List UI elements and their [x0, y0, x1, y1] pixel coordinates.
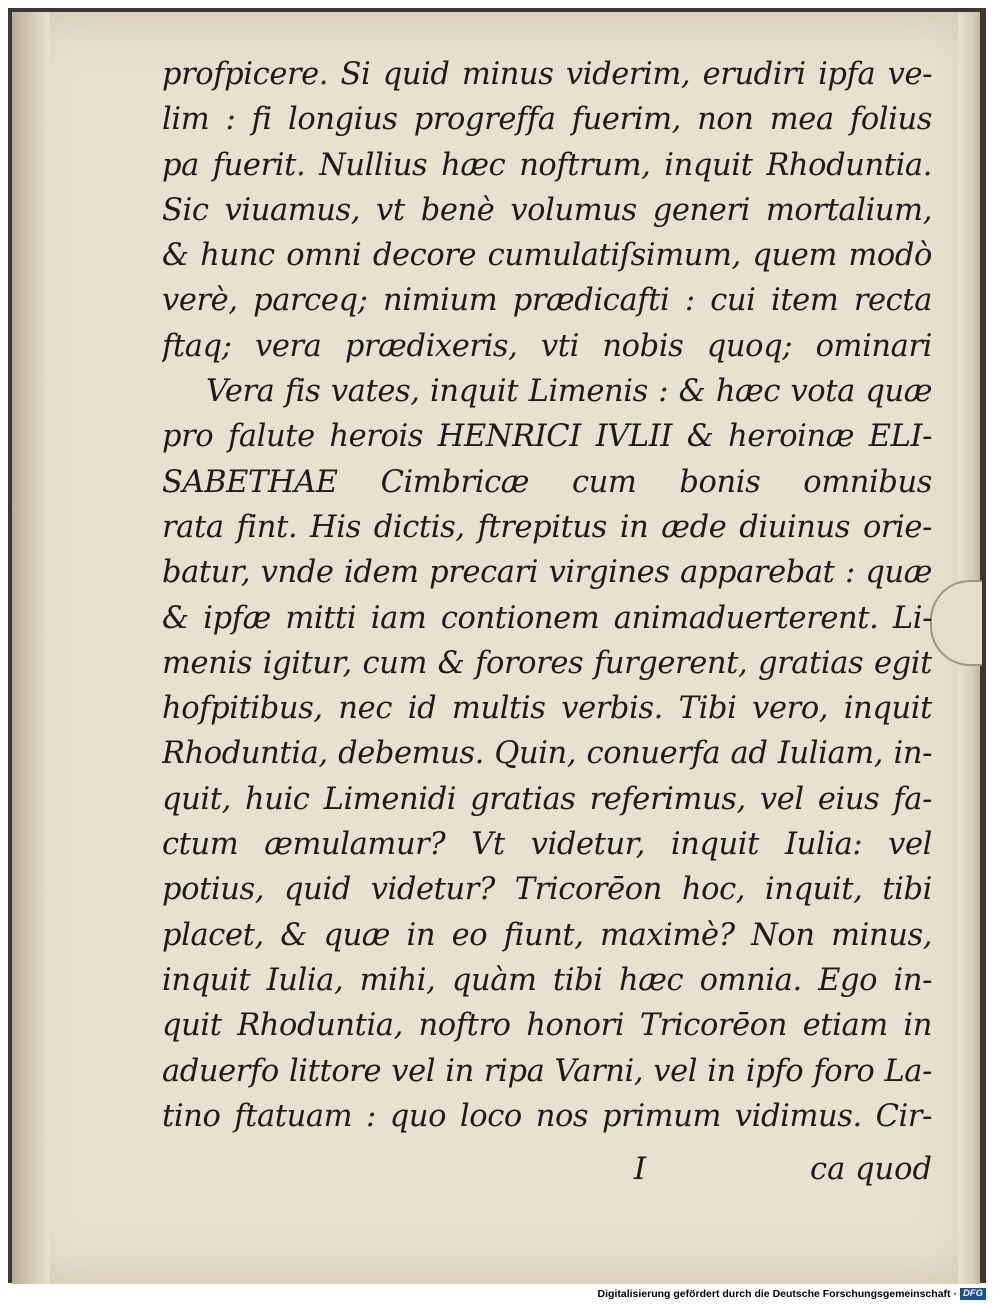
catchword: ca quod: [809, 1152, 932, 1187]
text-line: inquit Iulia, mihi, quàm tibi hæc omnia. Ego in-: [162, 962, 932, 998]
text-line: quit, huic Limenidi gratias referimus, vel eius fa-: [162, 781, 932, 817]
text-line: tino ftatuam : quo loco nos primum vidimus. Cir-: [162, 1098, 932, 1134]
text-line: Rhoduntia, debemus. Quin, conuerfa ad Iuliam, in-: [162, 736, 932, 772]
page-tab-marker: [930, 580, 982, 666]
body-text: [162, 52, 932, 1139]
text-line: SABETHAE Cimbricæ cum bonis omnibus: [162, 464, 932, 500]
dfg-logo-icon[interactable]: DFG: [960, 1288, 986, 1300]
text-line: ftaq; vera prædixeris, vti nobis quoq; ominari: [162, 328, 932, 364]
text-line: profpicere. Si quid minus viderim, erudiri ipfa ve-: [162, 57, 932, 92]
text-line: placet, & quæ in eo fiunt, maximè? Non minus,: [162, 917, 932, 953]
credit-text: Digitalisierung gefördert durch die Deutsche Forschungsgemeinschaft ·: [597, 1288, 957, 1300]
text-line: potius, quid videtur? Tricorēon hoc, inquit, tibi: [162, 872, 932, 908]
text-line: Sic viuamus, vt benè volumus generi mortalium,: [162, 192, 932, 228]
scanned-page: [12, 12, 980, 1284]
text-line: pro falute herois HENRICI IVLII & heroinæ ELI-: [162, 419, 932, 455]
text-line: aduerfo littore vel in ripa Varni, vel in ipfo foro La-: [162, 1053, 932, 1089]
text-line: verè, parceq; nimium prædicafti : cui item recta: [162, 283, 932, 319]
digitization-credit: [598, 1288, 986, 1300]
page-footer: [162, 1152, 932, 1197]
text-line: batur, vnde idem precari virgines apparebat : quæ: [162, 555, 932, 591]
scan-viewport: [8, 8, 986, 1283]
text-line: & hunc omni decore cumulatiſsimum, quem modò: [162, 238, 932, 274]
page-gutter: [12, 12, 50, 1284]
text-line: lim : fi longius progreffa fuerim, non mea folius: [162, 102, 932, 138]
text-line: quit Rhoduntia, noftro honori Tricorēon etiam in: [162, 1008, 932, 1044]
text-line: rata fint. His dictis, ftrepitus in æde diuinus orie-: [162, 509, 932, 545]
text-line: & ipfæ mitti iam contionem animaduerterent. Li-: [162, 600, 932, 636]
text-line: Vera fis vates, inquit Limenis : & hæc vota quæ: [206, 374, 932, 410]
text-line: ctum æmulamur? Vt videtur, inquit Iulia: vel: [162, 827, 932, 863]
text-line: pa fuerit. Nullius hæc noftrum, inquit Rhoduntia.: [162, 147, 932, 183]
signature-mark: I: [634, 1152, 647, 1187]
text-line: hofpitibus, nec id multis verbis. Tibi vero, inquit: [162, 691, 932, 727]
text-line: menis igitur, cum & forores furgerent, gratias egit: [162, 645, 932, 681]
